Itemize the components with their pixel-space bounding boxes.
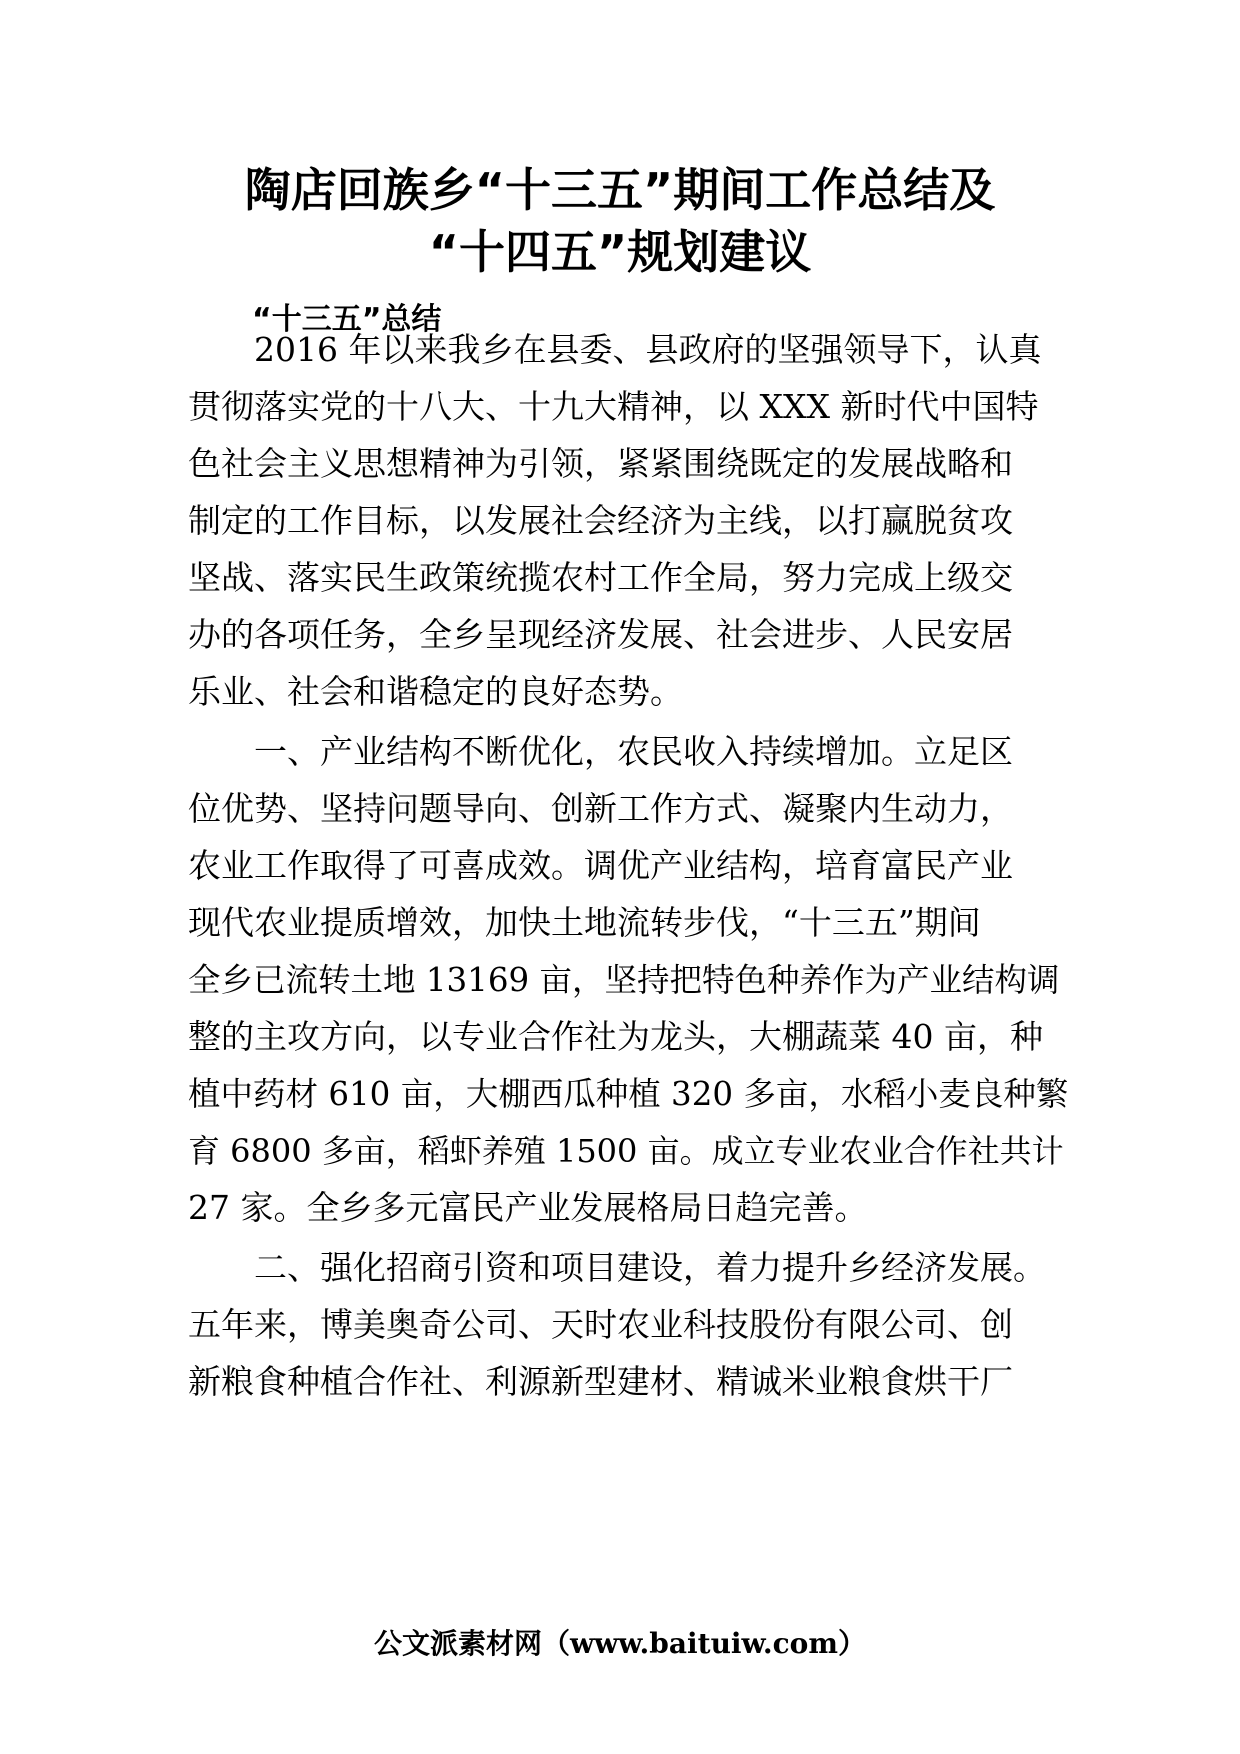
- body-line: 乐业、社会和谐稳定的良好态势。: [188, 672, 683, 711]
- body-line: 植中药材 610 亩，大棚西瓜种植 320 多亩，水稻小麦良种繁: [188, 1075, 1069, 1113]
- document-title-line-1: 陶店回族乡“十三五”期间工作总结及: [244, 163, 996, 217]
- document-title-line-2: “十四五”规划建议: [428, 225, 812, 279]
- body-line: 新粮食种植合作社、利源新型建材、精诚米业粮食烘干厂: [188, 1362, 1013, 1401]
- body-line: 农业工作取得了可喜成效。调优产业结构，培育富民产业: [188, 846, 1013, 885]
- body-line: 育 6800 多亩，稻虾养殖 1500 亩。成立专业农业合作社共计: [188, 1132, 1064, 1170]
- body-line: 现代农业提质增效，加快土地流转步伐，“十三五”期间: [188, 903, 981, 942]
- section-heading: “十三五”总结: [252, 302, 442, 337]
- body-line: 坚战、落实民生政策统揽农村工作全局，努力完成上级交: [188, 558, 1013, 597]
- body-line: 二、强化招商引资和项目建设，着力提升乡经济发展。: [254, 1248, 1046, 1287]
- body-line: 色社会主义思想精神为引领，紧紧围绕既定的发展战略和: [188, 444, 1013, 483]
- body-line: 位优势、坚持问题导向、创新工作方式、凝聚内生动力，: [188, 789, 1013, 828]
- footer-source: 公文派素材网（www.baituiw.com）: [374, 1627, 866, 1660]
- body-line: 一、产业结构不断优化，农民收入持续增加。立足区: [254, 732, 1013, 771]
- body-line: 整的主攻方向，以专业合作社为龙头，大棚蔬菜 40 亩，种: [188, 1017, 1043, 1056]
- body-line: 五年来，博美奥奇公司、天时农业科技股份有限公司、创: [188, 1305, 1013, 1344]
- body-line: 27 家。全乡多元富民产业发展格局日趋完善。: [188, 1188, 868, 1227]
- body-line: 制定的工作目标，以发展社会经济为主线，以打赢脱贫攻: [188, 501, 1013, 540]
- body-line: 办的各项任务，全乡呈现经济发展、社会进步、人民安居: [188, 615, 1013, 654]
- body-line: 全乡已流转土地 13169 亩，坚持把特色种养作为产业结构调: [188, 961, 1060, 999]
- body-line: 贯彻落实党的十八大、十九大精神，以 XXX 新时代中国特: [188, 387, 1039, 426]
- body-line: 2016 年以来我乡在县委、县政府的坚强领导下，认真: [254, 330, 1042, 369]
